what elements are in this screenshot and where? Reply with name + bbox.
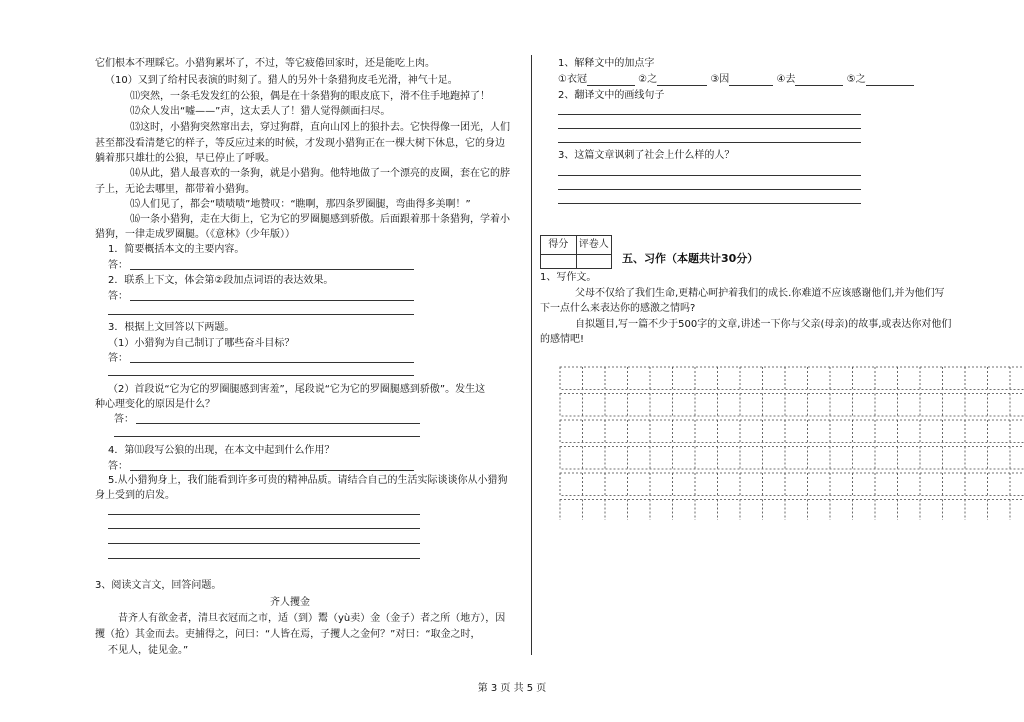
right-question-3: 3、这篇文章讽刺了社会上什么样的人？ [558,150,735,161]
paragraph-10: （10）又到了给村民表演的时刻了。猎人的另外十条猎狗皮毛光滑，神气十足。 [105,75,458,86]
grid-row[interactable] [560,447,1024,470]
question-2: 2．联系上下文，体会第②段加点词语的表达效果。 [108,275,334,286]
section-5-title: 五、习作（本题共计30分） [622,252,759,265]
answer-label-3-2: 答： [114,414,134,425]
satire-line-1[interactable] [558,175,861,176]
question-4: 4．第⑾段写公狼的出现，在本文中起到什么作用？ [108,445,335,456]
page-footer: 第 3 页 共 5 页 [477,683,547,694]
explain-item-1: ①衣冠 [558,74,587,85]
answer-line-3-2b[interactable] [114,436,420,437]
section-3-title: 3、阅读文言文，回答问题。 [95,580,222,591]
writing-prompt-2-line1: 自拟题目,写一篇不少于500字的文章,讲述一下你与父亲(母亲)的故事,或表达你对他们 [575,319,952,330]
explain-blank-4[interactable] [795,75,843,86]
explain-item-5: ⑤之 [846,74,866,85]
explain-blank-2[interactable] [657,75,707,86]
paragraph-13-line3: 躺着那只雄壮的公狼，早已停止了呼吸。 [95,153,275,164]
paragraph-16-line2: 猎狗，一律走成罗圈腿。（《意林》（少年版）） [95,229,295,240]
paragraph-14-line1: ⒁从此，猎人最喜欢的一条狗，就是小猎狗。他特地做了一个漂亮的皮圈，套在它的脖 [130,168,510,179]
grid-row[interactable] [560,420,1024,443]
answer-label-3-1: 答： [108,353,128,364]
answer-line-5d[interactable] [108,558,420,559]
paragraph-14-line2: 子上，无论去哪里，都带着小猎狗。 [95,184,255,195]
score-label: 得分 [548,239,569,250]
column-divider [531,55,532,655]
score-box-blank[interactable] [540,254,612,269]
classical-text-line2: 攫（抢）其金而去。吏捕得之，问曰：“人皆在焉，子攫人之金何？”对曰：“取金之时， [95,629,481,640]
writing-prompt-1-line1: 父母不仅给了我们生命,更精心呵护着我们的成长.你难道不应该感谢他们,并为他们写 [575,288,945,299]
satire-line-3[interactable] [558,203,861,204]
score-box [540,235,612,255]
classical-text-line1: 昔齐人有欲金者，清旦衣冠而之市，适（到）鬻（yù卖）金（金子）者之所（地方），因 [118,613,506,624]
question-3-2-line1: （2）首段说“它为它的罗圈腿感到害羞”，尾段说“它为它的罗圈腿感到骄傲”。发生这 [108,384,486,395]
question-3-1: （1）小猎狗为自己制订了哪些奋斗目标？ [108,338,295,349]
grid-row[interactable] [560,473,1024,496]
composition-grid-svg[interactable] [558,365,1024,520]
satire-line-2[interactable] [558,189,861,190]
explain-blank-1[interactable] [587,75,635,86]
classical-text-title: 齐人攫金 [270,597,310,608]
classical-text-line3: 不见人，徒见金。” [108,645,189,656]
right-question-2: 2、翻译文中的画线句子 [558,90,665,101]
grader-label: 评卷人 [576,236,612,254]
grid-row[interactable] [560,367,1024,390]
question-5-line2: 身上受到的启发。 [95,490,175,501]
answer-line-5c[interactable] [108,543,420,544]
explain-items-row [558,74,914,86]
answer-line-3-1b[interactable] [108,375,414,376]
translate-line-3[interactable] [558,142,861,143]
paragraph-13-line2: 甚至都没看清楚它的样子，等反应过来的时候，才发现小猎狗正在一棵大树下休息，它的身边 [95,138,505,149]
answer-line-1[interactable] [130,269,414,270]
grid-row[interactable] [560,394,1024,417]
answer-line-2a[interactable] [130,300,414,301]
question-3: 3．根据上文回答以下两题。 [108,322,235,333]
translate-line-2[interactable] [558,128,861,129]
answer-label-4: 答： [108,461,128,472]
question-3-2-line2: 种心理变化的原因是什么？ [95,399,215,410]
answer-line-4[interactable] [130,470,414,471]
answer-label-2: 答： [108,291,128,302]
right-question-1: 1、解释文中的加点字 [558,58,655,69]
answer-line-5a[interactable] [108,514,420,515]
writing-task-label: 1、写作文。 [540,272,597,283]
paragraph-13-line1: ⒀这时，小猎狗突然窜出去，穿过狗群，直向山冈上的狼扑去。它快得像一团光，人们 [130,122,510,133]
explain-item-4: ④去 [776,74,796,85]
paragraph-16-line1: ⒃一条小猎狗，走在大街上，它为它的罗圈腿感到骄傲。后面跟着那十条猎狗，学着小 [130,214,510,225]
writing-prompt-2-line2: 的感情吧! [540,334,585,345]
composition-grid[interactable] [558,365,1024,520]
answer-line-5b[interactable] [108,528,420,529]
explain-item-3: ③因 [710,74,730,85]
answer-line-3-2a[interactable] [136,423,420,424]
explain-blank-5[interactable] [866,75,914,86]
paragraph-15: ⒂人们见了，都会“啧啧啧”地赞叹：“瞧啊，那四条罗圈腿，弯曲得多美啊！” [130,199,471,210]
question-5-line1: 5.从小猎狗身上，我们能看到许多可贵的精神品质。请结合自己的生活实际谈谈你从小猎狗 [108,475,508,486]
explain-item-2: ②之 [638,74,658,85]
explain-blank-3[interactable] [729,75,773,86]
paragraph-12: ⑿众人发出“嘘——”声，这太丢人了！猎人觉得颜面扫尽。 [130,106,391,117]
answer-line-2b[interactable] [108,314,414,315]
paragraph-top: 它们根本不理睬它。小猎狗累坏了，不过，等它疲倦回家时，还是能吃上肉。 [95,58,435,69]
answer-label-1: 答： [108,260,128,271]
writing-prompt-1-line2: 下一点什么来表达你的感激之情吗? [540,303,696,314]
translate-line-1[interactable] [558,114,861,115]
grid-row[interactable] [560,500,1024,521]
question-1: 1．简要概括本文的主要内容。 [108,244,245,255]
paragraph-11: ⑾突然，一条毛发发红的公狼，偶是在十条猎狗的眼皮底下，滑不住手地跑掉了！ [130,91,490,102]
answer-line-3-1a[interactable] [130,362,414,363]
